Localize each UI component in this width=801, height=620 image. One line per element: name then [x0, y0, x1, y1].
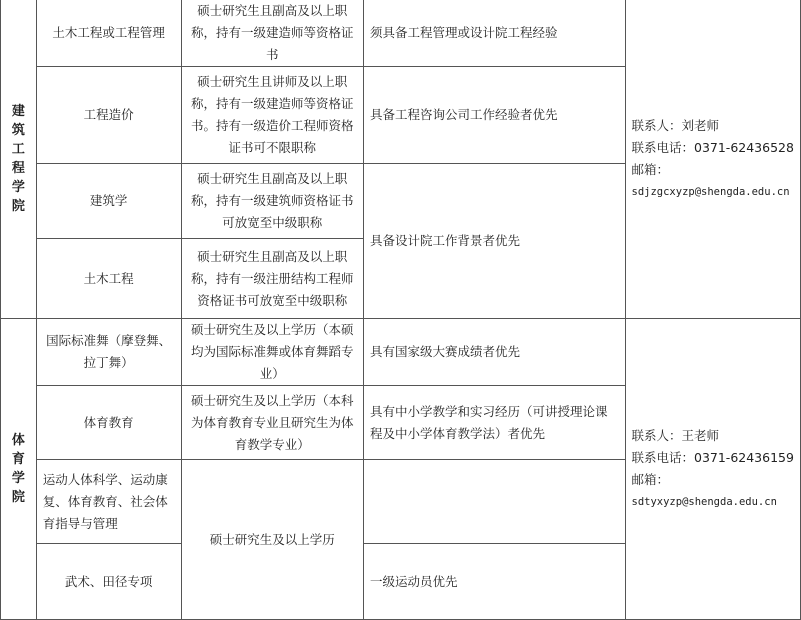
extra-cell: 一级运动员优先 — [363, 544, 625, 620]
contact-cell — [625, 319, 801, 620]
major-cell: 土木工程 — [36, 239, 181, 319]
requirement-cell: 硕士研究生及以上学历 — [181, 460, 363, 620]
major-cell: 土木工程或工程管理 — [36, 0, 181, 67]
extra-cell: 具备工程咨询公司工作经验者优先 — [363, 67, 625, 164]
contact-person: 联系人：王老师 — [631, 428, 720, 443]
requirement-cell: 硕士研究生及以上学历（本科为体育教育专业且研究生为体育教学专业） — [181, 386, 363, 460]
college-name-sports: 体 育 学 院 — [1, 319, 37, 620]
extra-cell: 须具备工程管理或设计院工程经验 — [363, 0, 625, 67]
extra-cell — [363, 460, 625, 544]
major-cell: 体育教育 — [36, 386, 181, 460]
requirement-cell: 硕士研究生且副高及以上职称，持有一级建造师等资格证书 — [181, 0, 363, 67]
college-name-architecture: 建 筑 工 程 学 院 — [1, 0, 37, 319]
major-cell: 建筑学 — [36, 164, 181, 239]
major-cell: 国际标准舞（摩登舞、拉丁舞） — [36, 319, 181, 386]
table-row — [1, 0, 801, 67]
requirement-cell: 硕士研究生及以上学历（本硕均为国际标准舞或体育舞蹈专业） — [181, 319, 363, 386]
requirement-cell: 硕士研究生且副高及以上职称，持有一级建筑师资格证书可放宽至中级职称 — [181, 164, 363, 239]
major-cell: 运动人体科学、运动康复、体育教育、社会体育指导与管理 — [36, 460, 181, 544]
major-cell: 武术、田径专项 — [36, 544, 181, 620]
contact-email[interactable]: sdjzgcxyzp@shengda.edu.cn — [631, 186, 790, 198]
contact-phone: 联系电话：0371-62436528 — [631, 140, 794, 155]
contact-phone: 联系电话：0371-62436159 — [631, 450, 794, 465]
extra-cell: 具备设计院工作背景者优先 — [363, 164, 625, 319]
table-row — [1, 319, 801, 386]
contact-email[interactable]: sdtyxyzp@shengda.edu.cn — [631, 496, 777, 508]
contact-cell — [625, 0, 801, 319]
contact-email-label: 邮箱： — [631, 472, 670, 487]
contact-person: 联系人：刘老师 — [631, 118, 720, 133]
requirement-cell: 硕士研究生且副高及以上职称，持有一级注册结构工程师资格证书可放宽至中级职称 — [181, 239, 363, 319]
contact-email-label: 邮箱： — [631, 162, 670, 177]
major-cell: 工程造价 — [36, 67, 181, 164]
extra-cell: 具有国家级大赛成绩者优先 — [363, 319, 625, 386]
requirement-cell: 硕士研究生且讲师及以上职称，持有一级建造师等资格证书。持有一级造价工程师资格证书可不限职称 — [181, 67, 363, 164]
extra-cell: 具有中小学教学和实习经历（可讲授理论课程及中小学体育教学法）者优先 — [363, 386, 625, 460]
